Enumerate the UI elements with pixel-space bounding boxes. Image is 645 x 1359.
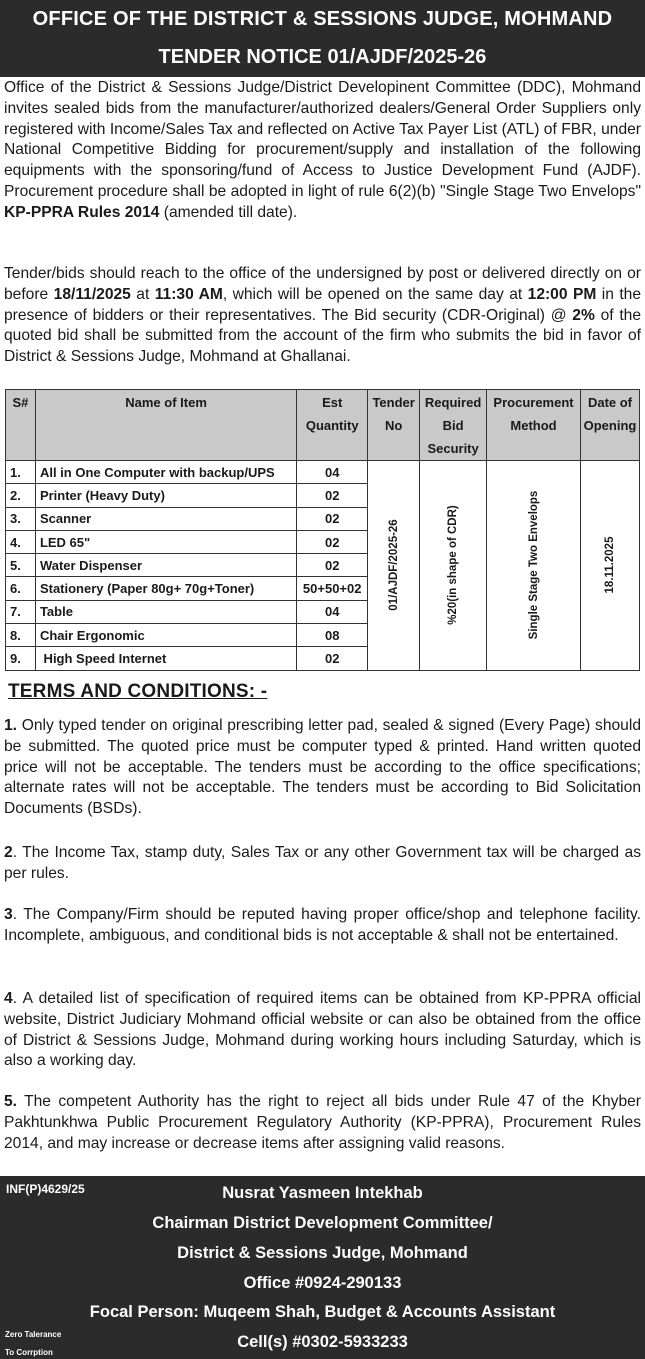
row-sno: 2.	[6, 484, 36, 507]
col-name: Name of Item	[35, 390, 296, 461]
submission-time: 11:30 AM	[154, 285, 223, 303]
term-text: The competent Authority has the right to reject all bids under Rule 47 of the Khyber Pakhtunkhwa Public Procurement Regulatory Authority (KP-PPRA), Procurement Rules 2014, and may increase or decrease items after assigning valid reasons.	[4, 1093, 641, 1152]
office-title: OFFICE OF THE DISTRICT & SESSIONS JUDGE, MOHMAND	[32, 8, 613, 30]
row-item-name: LED 65"	[35, 530, 296, 553]
term-text: . The Income Tax, stamp duty, Sales Tax or any other Government tax will be charged as per rules.	[4, 844, 641, 882]
table-header-row	[6, 390, 640, 461]
table-row	[6, 461, 640, 484]
intro-text: Office of the District & Sessions Judge/District Developinent Committee (DDC), Mohmand invites sealed bids from the manufacturer/authorized dealers/General Order Suppliers only registered with Income/Sales Tax and reflected on Active Tax Payer List (ATL) of FBR, under National Competitive Bidding for procurement/supply and installation of the following equipments with the sponsoring/fund of Access to Justice Development Fund (AJDF). Procurement procedure shall be adopted in light of rule 6(2)(b) "Single Stage Two Envelops"	[4, 79, 641, 200]
term-item	[4, 716, 641, 820]
submission-paragraph	[4, 264, 641, 368]
submission-text: in the presence of bidders or their representatives. The Bid security (CDR-Original) @	[4, 285, 642, 324]
rules-tail: (amended till date).	[163, 203, 298, 221]
row-quantity: 02	[297, 507, 368, 530]
submission-text: , which will be opened on the same day at	[222, 285, 523, 303]
row-sno: 7.	[6, 600, 36, 623]
signatory-title: Chairman District Development Committee/	[152, 1214, 493, 1232]
col-quantity: Est Quantity	[297, 390, 368, 461]
term-text: . The Company/Firm should be reputed having proper office/shop and telephone facility. Incomplete, ambiguous, and conditional bids is not acceptable & shall not be entertained.	[4, 906, 641, 944]
row-quantity: 02	[297, 484, 368, 507]
opening-time: 12:00 PM	[527, 285, 597, 303]
row-quantity: 04	[297, 600, 368, 623]
row-quantity: 02	[297, 554, 368, 577]
term-text: Only typed tender on original prescribing letter pad, sealed & signed (Every Page) should be submitted. The quoted price must be computer typed & printed. Hand written quoted price will not be acceptable. The tenders must be according to the office specifications; alternate rates will not be acceptable. The tenders must be according to Bid Solicitation Documents (BSDs).	[4, 717, 641, 818]
submission-text: Tender/bids should reach to the office of the undersigned by post or delivered directly on or before	[4, 265, 641, 303]
row-item-name: Printer (Heavy Duty)	[35, 484, 296, 507]
row-item-name: Water Dispenser	[35, 554, 296, 577]
opening-date-value: 18.11.2025	[603, 536, 616, 594]
row-item-name: Stationery (Paper 80g+ 70g+Toner)	[35, 577, 296, 600]
submission-text: of the quoted bid shall be submitted from the account of the firm who submits the bid in favor of District & Sessions Judge, Mohmand at Ghallanai.	[4, 306, 641, 366]
row-sno: 1.	[6, 461, 36, 484]
row-item-name: Table	[35, 600, 296, 623]
term-text: . A detailed list of specification of required items can be obtained from KP-PPRA official website, District Judiciary Mohmand official website or can also be obtained from the office of District & Sessions Judge, Mohmand during working hours including Saturday, which is also a working day.	[4, 990, 641, 1070]
signatory-title: District & Sessions Judge, Mohmand	[177, 1244, 468, 1262]
bid-security-percent: 2%	[572, 306, 595, 324]
row-sno: 9.	[6, 647, 36, 670]
term-item	[4, 905, 641, 947]
term-item	[4, 989, 641, 1072]
signature-footer	[0, 1176, 645, 1359]
row-quantity: 08	[297, 624, 368, 647]
rules-reference: KP-PPRA Rules 2014	[4, 203, 160, 221]
method-cell	[487, 461, 581, 671]
zero-tolerance-note: Zero Talerance To Corrption	[5, 1330, 62, 1357]
advert-reference: INF(P)4629/25	[6, 1182, 85, 1196]
row-quantity: 02	[297, 647, 368, 670]
row-item-name: High Speed Internet	[35, 647, 296, 670]
row-item-name: Scanner	[35, 507, 296, 530]
bid-security-value: %20(in shape of CDR)	[447, 505, 460, 626]
notice-header	[0, 0, 645, 77]
submission-date: 18/11/2025	[53, 285, 131, 303]
tender-no-value: 01/AJDF/2025-26	[387, 519, 400, 612]
row-quantity: 04	[297, 461, 368, 484]
col-tender-no: Tender No	[368, 390, 420, 461]
col-sno: S#	[6, 390, 36, 461]
term-number: 4	[4, 990, 13, 1007]
term-number: 3	[4, 906, 13, 923]
tender-notice-title: TENDER NOTICE 01/AJDF/2025-26	[158, 46, 487, 68]
row-item-name: Chair Ergonomic	[35, 624, 296, 647]
opening-date-cell	[580, 461, 639, 671]
term-number: 2	[4, 844, 13, 861]
col-opening-date: Date of Opening	[580, 390, 639, 461]
term-item	[4, 843, 641, 885]
row-sno: 4.	[6, 530, 36, 553]
col-method: Procurement Method	[487, 390, 581, 461]
row-sno: 3.	[6, 507, 36, 530]
bid-security-cell	[420, 461, 487, 671]
row-quantity: 02	[297, 530, 368, 553]
tender-no-cell	[368, 461, 420, 671]
term-number: 5.	[4, 1093, 18, 1110]
method-value: Single Stage Two Envelops	[527, 490, 540, 640]
cell-phone: Cell(s) #0302-5933233	[237, 1333, 408, 1351]
row-sno: 6.	[6, 577, 36, 600]
row-quantity: 50+50+02	[297, 577, 368, 600]
intro-paragraph	[4, 78, 641, 224]
term-item	[4, 1092, 641, 1154]
submission-text: at	[136, 285, 150, 303]
office-phone: Office #0924-290133	[243, 1274, 402, 1292]
term-number: 1.	[4, 717, 18, 734]
terms-title: TERMS AND CONDITIONS: -	[8, 681, 268, 702]
row-item-name: All in One Computer with backup/UPS	[35, 461, 296, 484]
col-bid-security: Required Bid Security	[420, 390, 487, 461]
focal-person: Focal Person: Muqeem Shah, Budget & Accounts Assistant	[89, 1303, 556, 1321]
items-table	[5, 389, 640, 671]
signatory-name: Nusrat Yasmeen Intekhab	[222, 1184, 423, 1202]
row-sno: 8.	[6, 624, 36, 647]
row-sno: 5.	[6, 554, 36, 577]
